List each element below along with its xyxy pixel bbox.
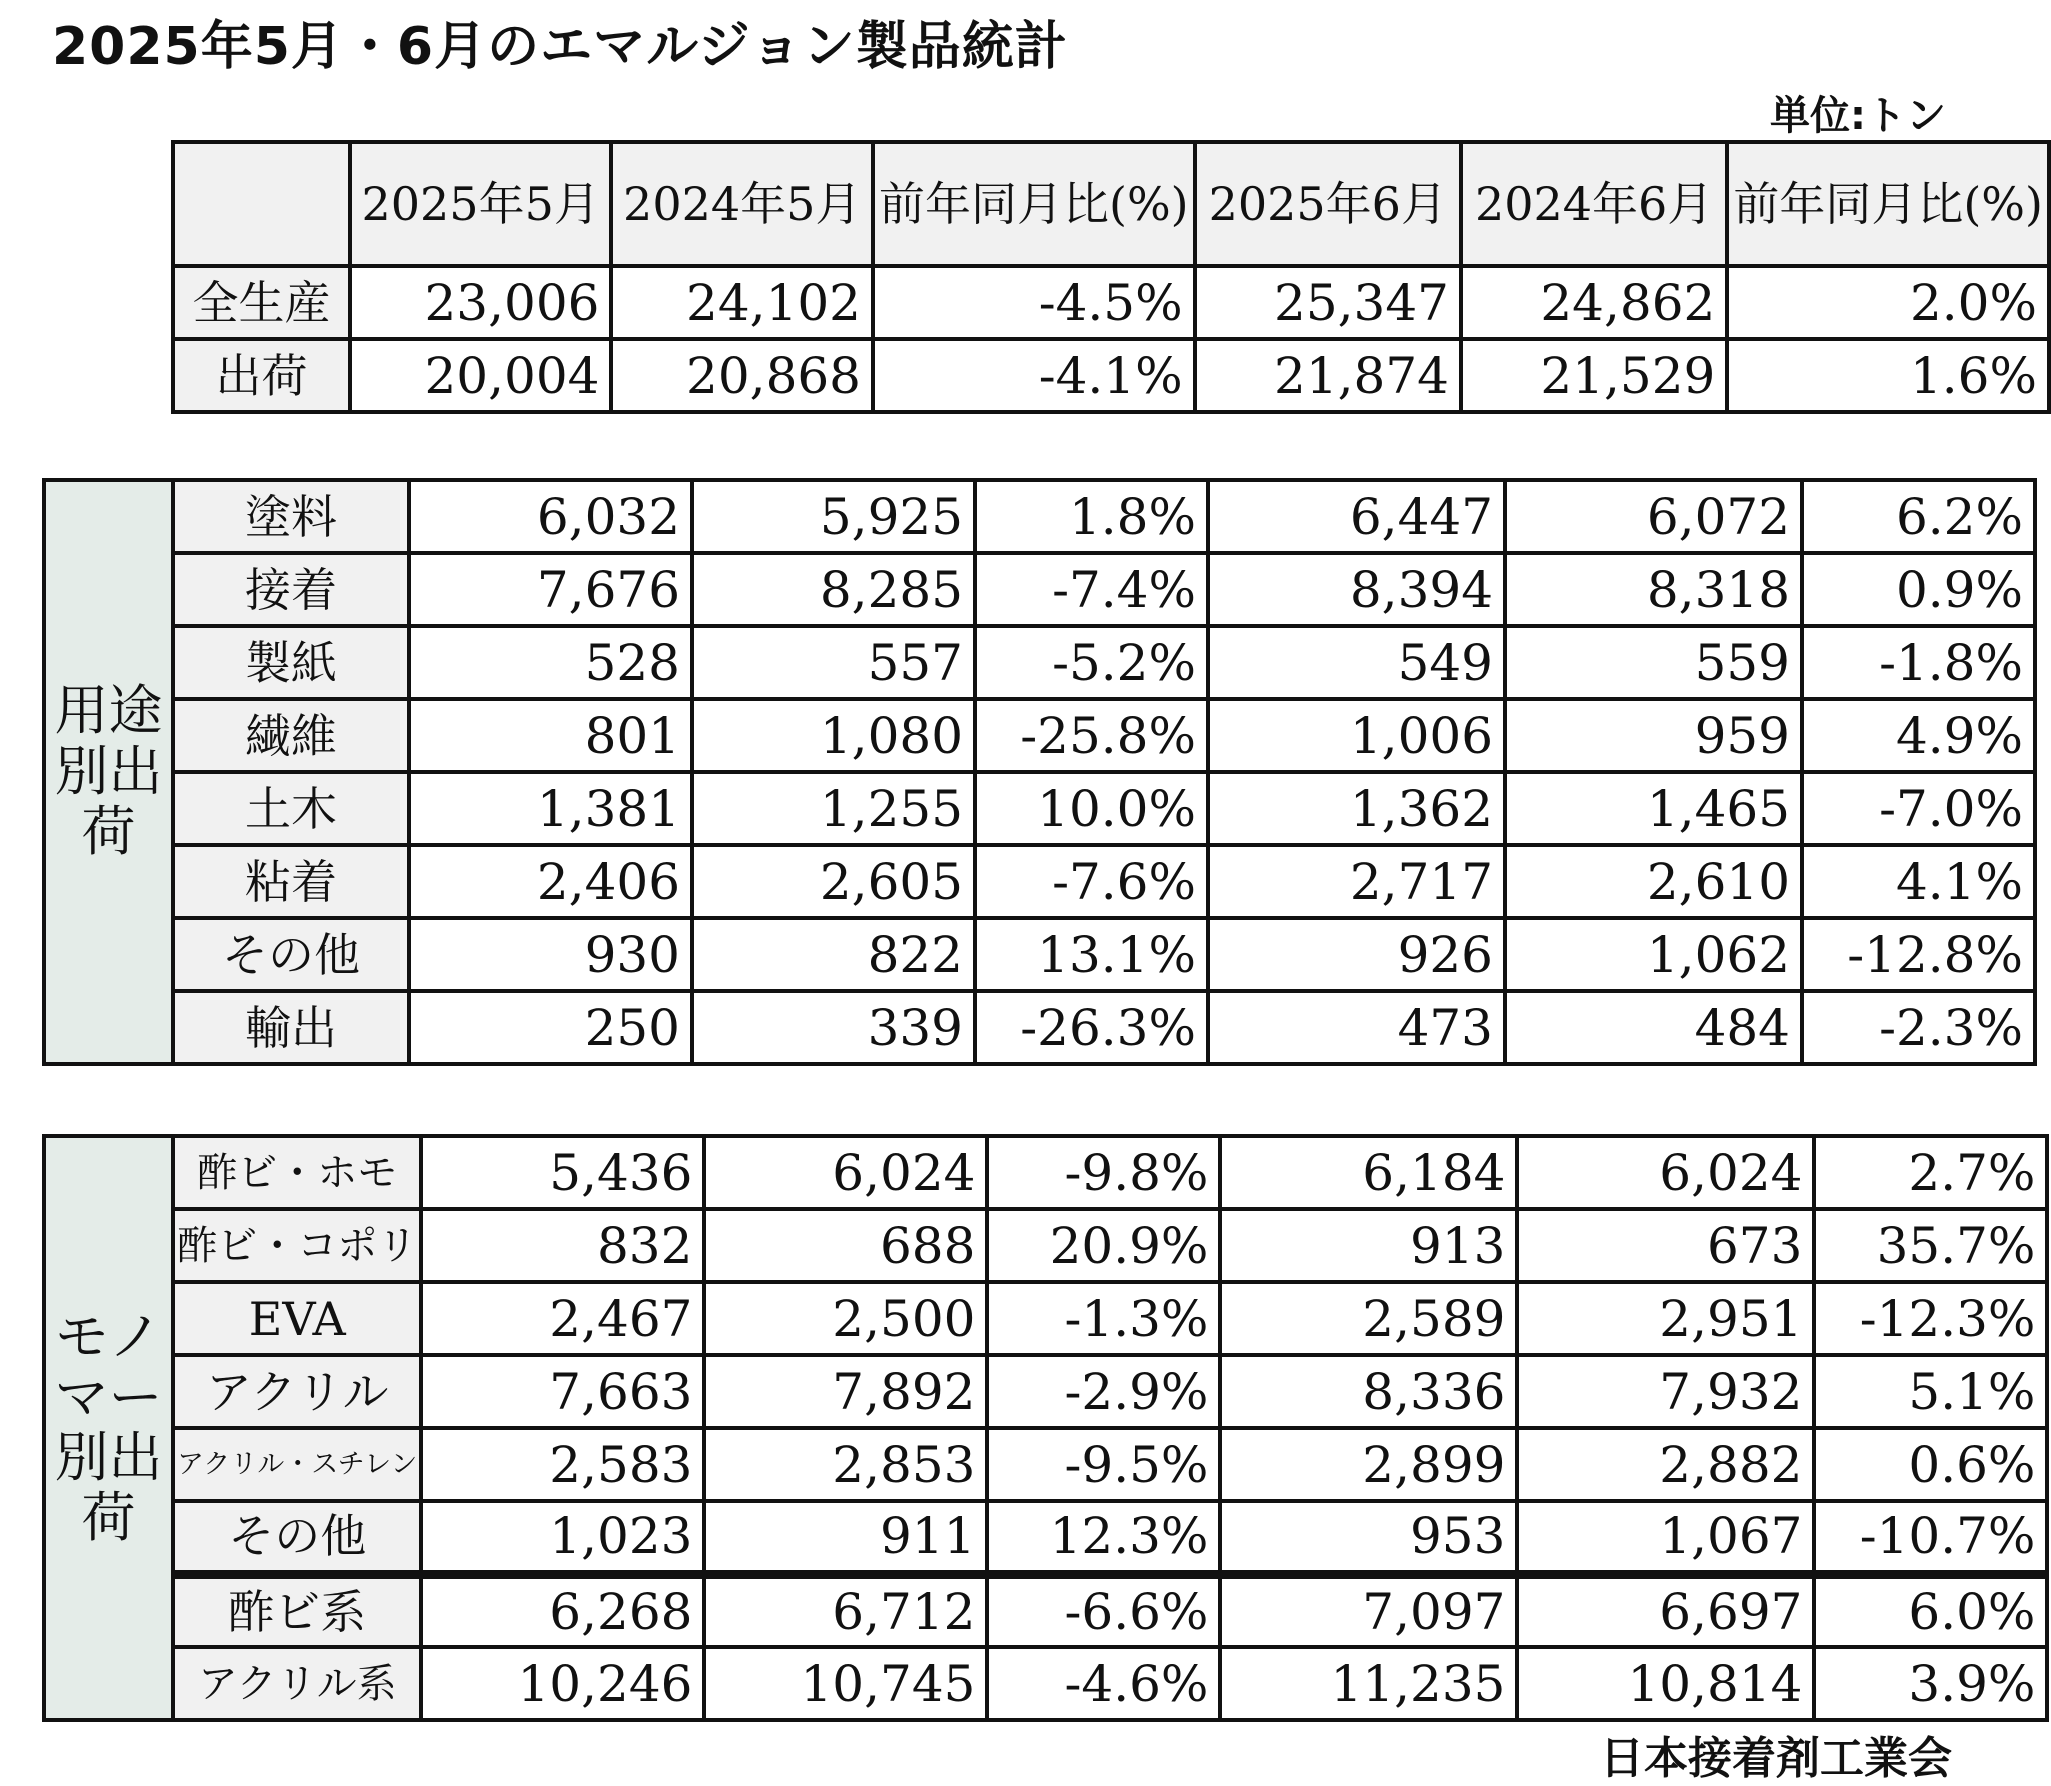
data-cell: 5,925	[692, 480, 975, 553]
data-cell: 1,006	[1208, 699, 1505, 772]
column-header: 前年同月比(%)	[1727, 142, 2049, 266]
data-cell: 559	[1505, 626, 1802, 699]
data-cell: -4.1%	[873, 339, 1195, 412]
data-cell: -12.3%	[1814, 1282, 2047, 1355]
data-cell: 1,080	[692, 699, 975, 772]
data-cell: 911	[704, 1501, 987, 1574]
data-cell: -4.5%	[873, 266, 1195, 339]
data-cell: 2,500	[704, 1282, 987, 1355]
table-row	[44, 1501, 2047, 1574]
usage-shipment-table	[42, 478, 2037, 1066]
data-cell: 2,406	[409, 845, 692, 918]
header-corner-cell	[173, 142, 350, 266]
source-label: 日本接着剤工業会	[1600, 1733, 1952, 1784]
data-cell: 6,032	[409, 480, 692, 553]
data-cell: 7,097	[1220, 1574, 1517, 1647]
data-cell: 4.1%	[1802, 845, 2035, 918]
data-cell: 6,024	[704, 1136, 987, 1209]
data-cell: 6,184	[1220, 1136, 1517, 1209]
data-cell: 2,899	[1220, 1428, 1517, 1501]
table-row	[44, 553, 2035, 626]
data-cell: 5,436	[421, 1136, 704, 1209]
table-row	[44, 1574, 2047, 1647]
summary-table	[171, 140, 2051, 414]
data-cell: 20,004	[350, 339, 612, 412]
table-row	[44, 480, 2035, 553]
data-cell: 2,717	[1208, 845, 1505, 918]
data-cell: 832	[421, 1209, 704, 1282]
page-title: 2025年5月・6月のエマルジョン製品統計	[52, 17, 1068, 77]
data-cell: 0.6%	[1814, 1428, 2047, 1501]
data-cell: 1,067	[1517, 1501, 1814, 1574]
data-cell: -7.4%	[975, 553, 1208, 626]
data-cell: -2.9%	[987, 1355, 1220, 1428]
data-cell: 1,381	[409, 772, 692, 845]
table-row	[44, 1282, 2047, 1355]
data-cell: 926	[1208, 918, 1505, 991]
row-label: その他	[173, 918, 409, 991]
column-header: 前年同月比(%)	[873, 142, 1195, 266]
row-label: 酢ビ・ホモ	[173, 1136, 421, 1209]
table-row	[44, 918, 2035, 991]
row-label: 酢ビ・コポリ	[173, 1209, 421, 1282]
data-cell: 6,072	[1505, 480, 1802, 553]
table-row	[44, 1355, 2047, 1428]
table-row	[173, 266, 2049, 339]
data-cell: 7,676	[409, 553, 692, 626]
row-label: 接着	[173, 553, 409, 626]
data-cell: 673	[1517, 1209, 1814, 1282]
data-cell: 4.9%	[1802, 699, 2035, 772]
data-cell: -9.5%	[987, 1428, 1220, 1501]
table-row	[44, 991, 2035, 1064]
table-row	[44, 772, 2035, 845]
data-cell: 1,062	[1505, 918, 1802, 991]
row-label: アクリル	[173, 1355, 421, 1428]
data-cell: 8,394	[1208, 553, 1505, 626]
data-cell: 8,285	[692, 553, 975, 626]
data-cell: 688	[704, 1209, 987, 1282]
data-cell: -7.6%	[975, 845, 1208, 918]
row-label: 繊維	[173, 699, 409, 772]
data-cell: 20.9%	[987, 1209, 1220, 1282]
data-cell: -6.6%	[987, 1574, 1220, 1647]
data-cell: 2,951	[1517, 1282, 1814, 1355]
data-cell: 11,235	[1220, 1647, 1517, 1720]
row-label: 塗料	[173, 480, 409, 553]
data-cell: 549	[1208, 626, 1505, 699]
data-cell: 21,529	[1461, 339, 1727, 412]
row-label: 出荷	[173, 339, 350, 412]
data-cell: 8,318	[1505, 553, 1802, 626]
data-cell: -26.3%	[975, 991, 1208, 1064]
data-cell: 339	[692, 991, 975, 1064]
data-cell: 8,336	[1220, 1355, 1517, 1428]
data-cell: 2,610	[1505, 845, 1802, 918]
data-cell: 3.9%	[1814, 1647, 2047, 1720]
data-cell: -12.8%	[1802, 918, 2035, 991]
data-cell: 801	[409, 699, 692, 772]
column-header: 2024年6月	[1461, 142, 1727, 266]
data-cell: -10.7%	[1814, 1501, 2047, 1574]
data-cell: 20,868	[611, 339, 873, 412]
data-cell: 2.7%	[1814, 1136, 2047, 1209]
row-label: アクリル系	[173, 1647, 421, 1720]
data-cell: 10.0%	[975, 772, 1208, 845]
data-cell: 2,589	[1220, 1282, 1517, 1355]
data-cell: -25.8%	[975, 699, 1208, 772]
data-cell: 2,583	[421, 1428, 704, 1501]
row-label: アクリル・スチレン	[173, 1428, 421, 1501]
data-cell: 822	[692, 918, 975, 991]
row-label: 全生産	[173, 266, 350, 339]
row-label: その他	[173, 1501, 421, 1574]
data-cell: 6.2%	[1802, 480, 2035, 553]
column-header: 2024年5月	[611, 142, 873, 266]
data-cell: 5.1%	[1814, 1355, 2047, 1428]
data-cell: 0.9%	[1802, 553, 2035, 626]
data-cell: 6,712	[704, 1574, 987, 1647]
data-cell: 930	[409, 918, 692, 991]
column-header: 2025年5月	[350, 142, 612, 266]
data-cell: 484	[1505, 991, 1802, 1064]
table-row	[44, 699, 2035, 772]
data-cell: 12.3%	[987, 1501, 1220, 1574]
row-label: 粘着	[173, 845, 409, 918]
column-header: 2025年6月	[1195, 142, 1461, 266]
data-cell: 2,882	[1517, 1428, 1814, 1501]
data-cell: 35.7%	[1814, 1209, 2047, 1282]
header-row	[173, 142, 2049, 266]
data-cell: 953	[1220, 1501, 1517, 1574]
table-row	[44, 1209, 2047, 1282]
table-row	[44, 1136, 2047, 1209]
table-row	[44, 1428, 2047, 1501]
monomer-shipment-table	[42, 1134, 2049, 1722]
table-row	[44, 626, 2035, 699]
data-cell: 2,605	[692, 845, 975, 918]
data-cell: 2,467	[421, 1282, 704, 1355]
data-cell: 24,862	[1461, 266, 1727, 339]
group-label: モノマー別出荷	[44, 1136, 173, 1720]
data-cell: 557	[692, 626, 975, 699]
data-cell: 959	[1505, 699, 1802, 772]
data-cell: 7,663	[421, 1355, 704, 1428]
group-label: 用途別出荷	[44, 480, 173, 1064]
data-cell: 7,892	[704, 1355, 987, 1428]
data-cell: 528	[409, 626, 692, 699]
data-cell: 1,362	[1208, 772, 1505, 845]
data-cell: 473	[1208, 991, 1505, 1064]
data-cell: 10,814	[1517, 1647, 1814, 1720]
row-label: EVA	[173, 1282, 421, 1355]
data-cell: 913	[1220, 1209, 1517, 1282]
data-cell: 2,853	[704, 1428, 987, 1501]
row-label: 製紙	[173, 626, 409, 699]
data-cell: 6,447	[1208, 480, 1505, 553]
data-cell: 7,932	[1517, 1355, 1814, 1428]
row-label: 酢ビ系	[173, 1574, 421, 1647]
table-row	[173, 339, 2049, 412]
data-cell: 250	[409, 991, 692, 1064]
data-cell: -9.8%	[987, 1136, 1220, 1209]
data-cell: 23,006	[350, 266, 612, 339]
data-cell: -2.3%	[1802, 991, 2035, 1064]
data-cell: 6,268	[421, 1574, 704, 1647]
data-cell: 13.1%	[975, 918, 1208, 991]
data-cell: 6.0%	[1814, 1574, 2047, 1647]
data-cell: 2.0%	[1727, 266, 2049, 339]
data-cell: 6,697	[1517, 1574, 1814, 1647]
data-cell: -5.2%	[975, 626, 1208, 699]
data-cell: -4.6%	[987, 1647, 1220, 1720]
data-cell: 21,874	[1195, 339, 1461, 412]
data-cell: 1.6%	[1727, 339, 2049, 412]
data-cell: 25,347	[1195, 266, 1461, 339]
data-cell: 10,745	[704, 1647, 987, 1720]
data-cell: -7.0%	[1802, 772, 2035, 845]
data-cell: 1.8%	[975, 480, 1208, 553]
data-cell: -1.8%	[1802, 626, 2035, 699]
row-label: 土木	[173, 772, 409, 845]
data-cell: 6,024	[1517, 1136, 1814, 1209]
data-cell: 1,255	[692, 772, 975, 845]
data-cell: 1,465	[1505, 772, 1802, 845]
table-row	[44, 845, 2035, 918]
row-label: 輸出	[173, 991, 409, 1064]
data-cell: 10,246	[421, 1647, 704, 1720]
data-cell: 24,102	[611, 266, 873, 339]
data-cell: -1.3%	[987, 1282, 1220, 1355]
unit-label: 単位:トン	[1770, 93, 1946, 139]
table-row	[44, 1647, 2047, 1720]
data-cell: 1,023	[421, 1501, 704, 1574]
